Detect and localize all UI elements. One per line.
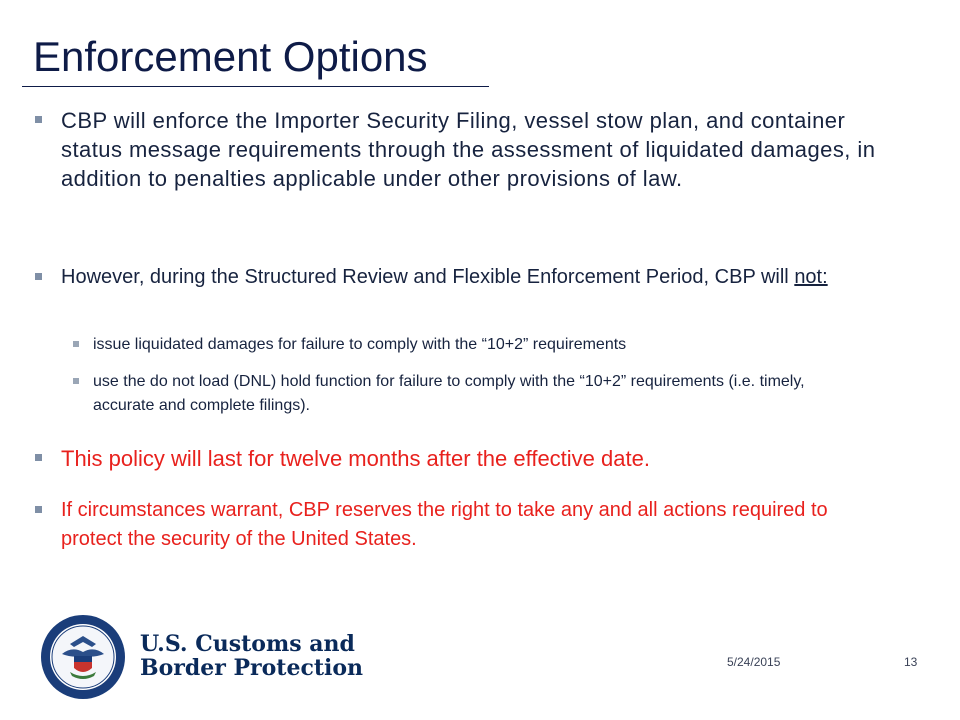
bullet-marker-icon bbox=[35, 454, 42, 461]
bullet-marker-icon bbox=[35, 116, 42, 123]
bullet-text bbox=[61, 264, 881, 291]
sub-bullet-text: issue liquidated damages for failure to comply with the “10+2” requirements bbox=[93, 336, 627, 353]
org-name-line2: Border Protection bbox=[140, 655, 364, 681]
sub-bullet-marker-icon bbox=[73, 341, 79, 347]
footer-date: 5/24/2015 bbox=[727, 655, 781, 669]
org-name-line1: U.S. Customs and bbox=[140, 631, 355, 657]
dhs-seal-logo bbox=[40, 614, 126, 700]
sub-bullet-marker-icon bbox=[73, 378, 79, 384]
cbp-wordmark bbox=[140, 632, 363, 680]
bullet-text-underlined: not: bbox=[794, 266, 828, 288]
bullet-text: CBP will enforce the Importer Security Filing, vessel stow plan, and container status message requirements through the assessment of liquidated damages, in addition to penalties applicable under other provisions of law. bbox=[61, 108, 876, 191]
bullet-text-main: However, during the Structured Review and Flexible Enforcement Period, CBP will bbox=[61, 266, 795, 288]
slide-number: 13 bbox=[904, 655, 918, 669]
bullet-marker-icon bbox=[35, 273, 42, 280]
title-underline-rule bbox=[22, 86, 489, 87]
sub-bullet-text: use the do not load (DNL) hold function for failure to comply with the “10+2” requirements (i.e. timely, accurate and complete filings). bbox=[93, 373, 805, 414]
bullet-text: This policy will last for twelve months after the effective date. bbox=[61, 446, 650, 471]
bullet-marker-icon bbox=[35, 506, 42, 513]
slide-title: Enforcement Options bbox=[33, 33, 428, 80]
bullet-text: If circumstances warrant, CBP reserves the right to take any and all actions required to protect the security of the United States. bbox=[61, 499, 828, 550]
